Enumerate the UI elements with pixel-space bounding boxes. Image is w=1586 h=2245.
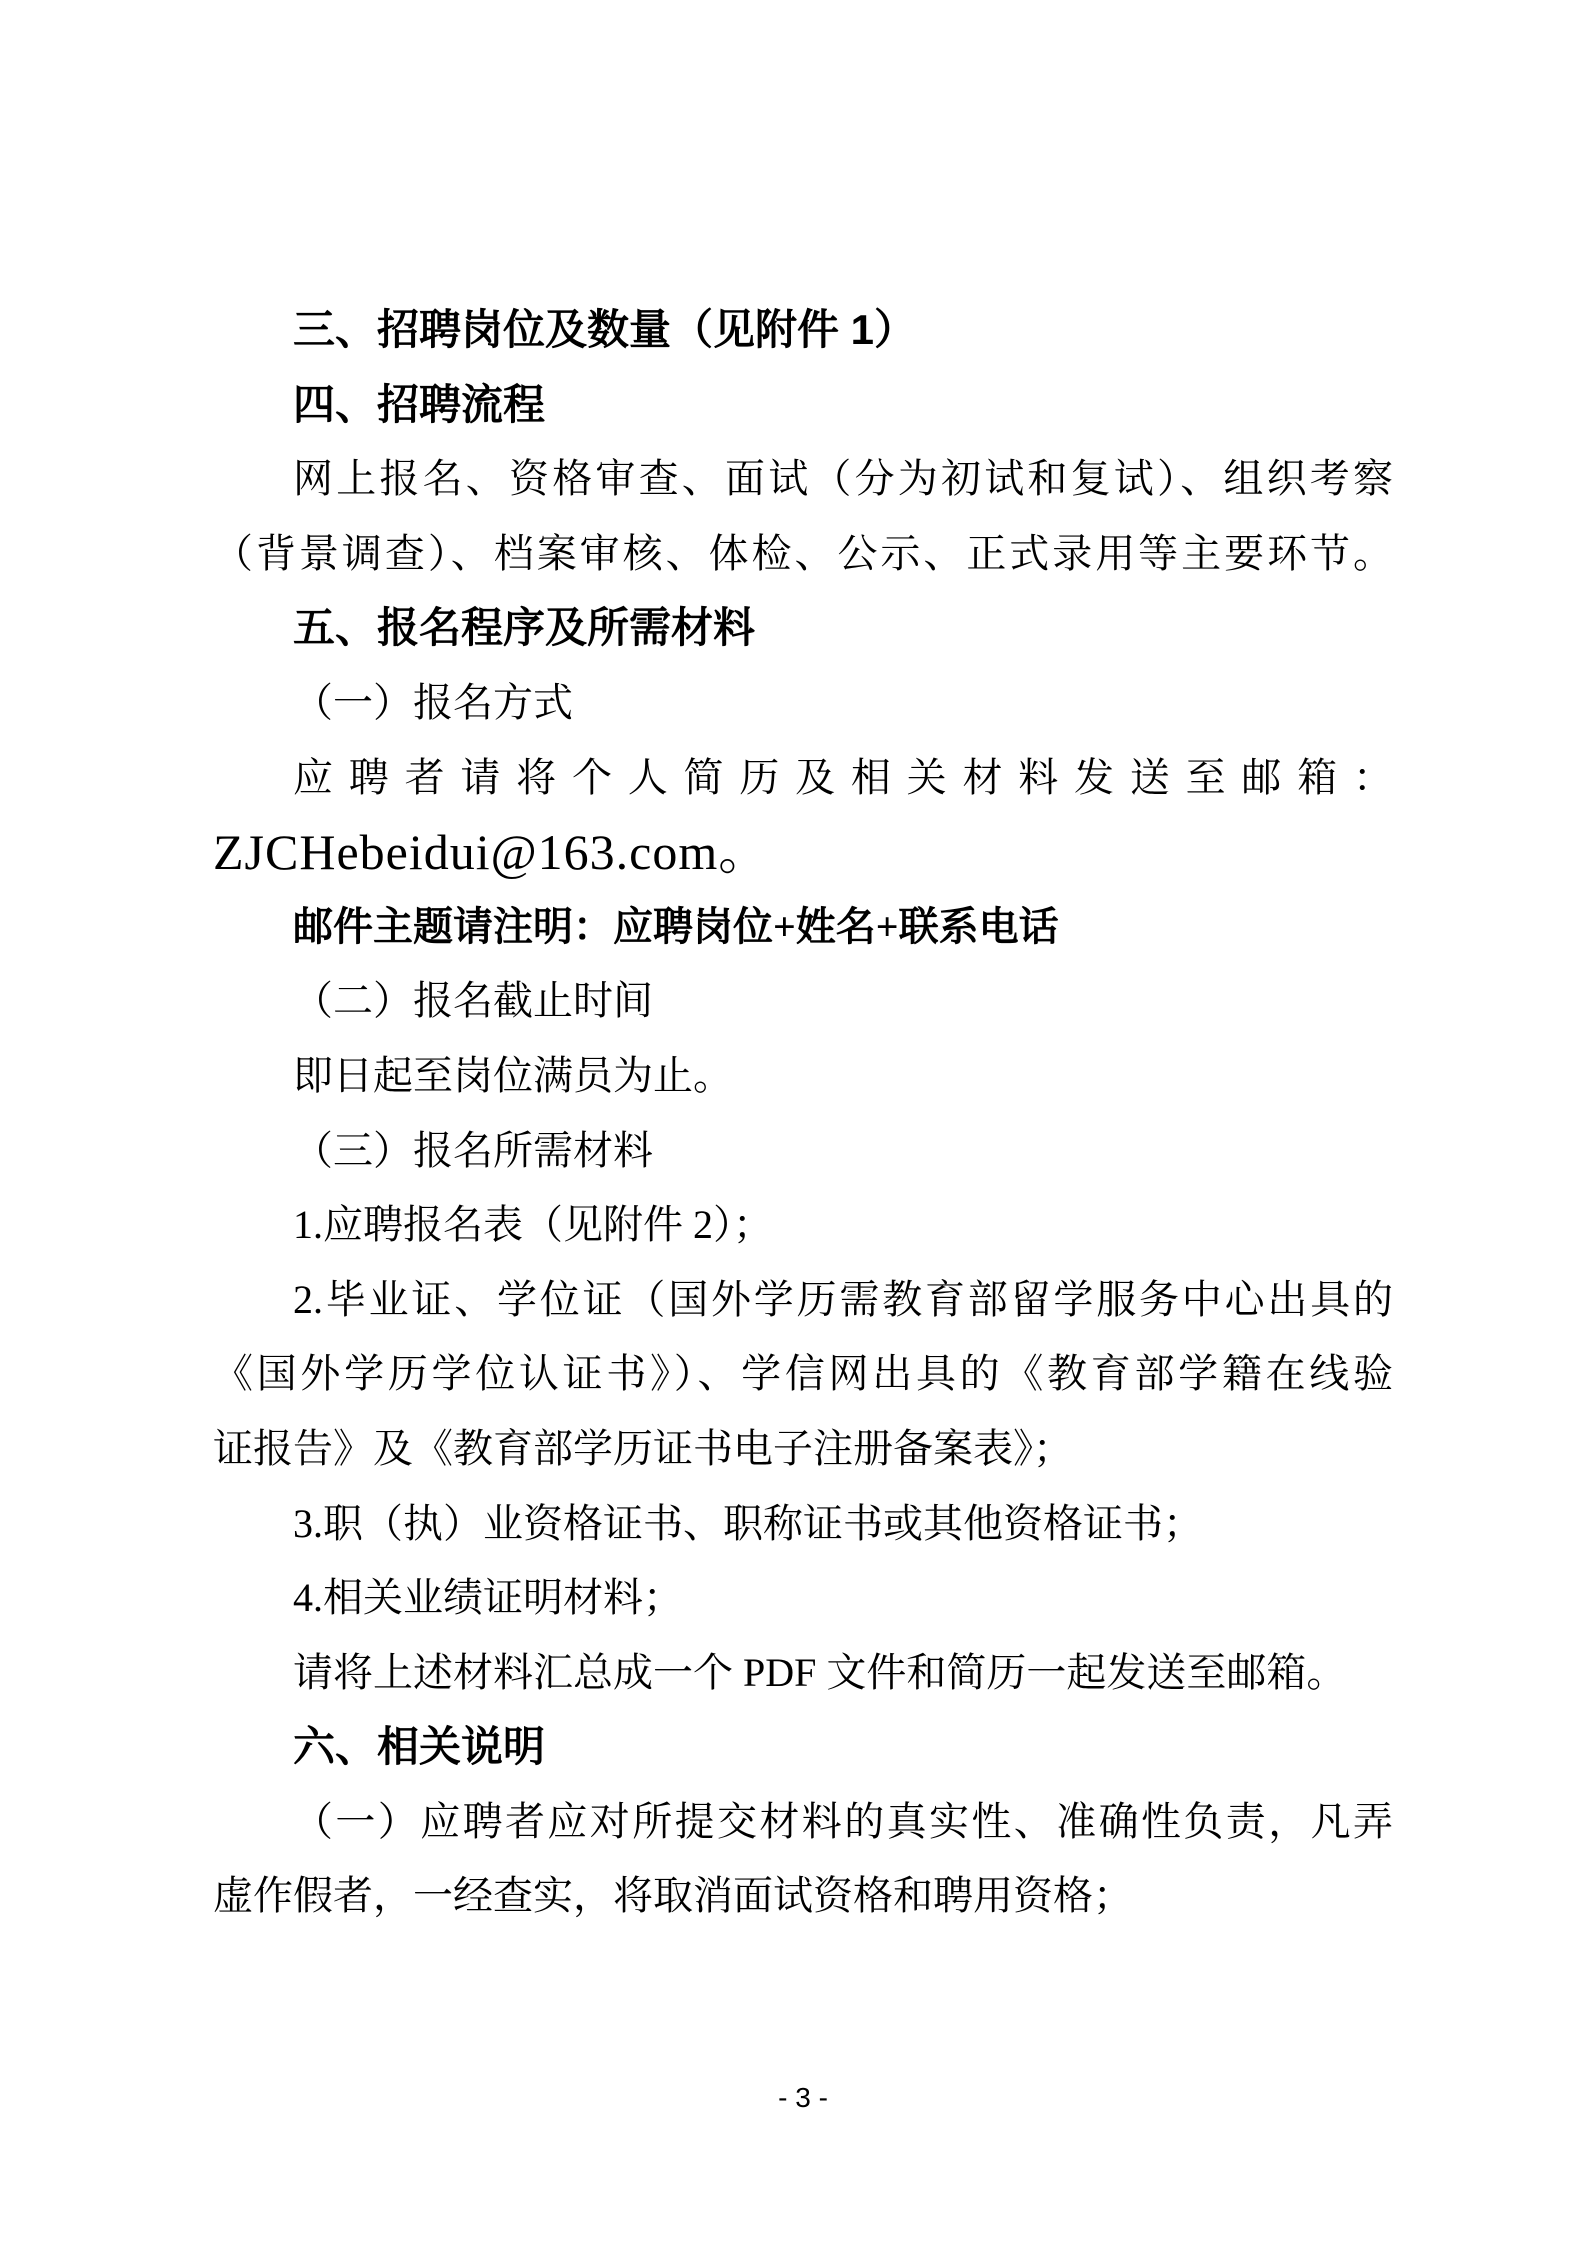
heading-section-6: 六、相关说明: [293, 1723, 546, 1771]
para-process-line-1: 网上报名、资格审查、面试（分为初试和复试）、组织考察: [293, 456, 1393, 502]
document-body: [213, 293, 1393, 1934]
para-note-1-line-1: （一）应聘者应对所提交材料的真实性、准确性负责，凡弄: [293, 1798, 1393, 1844]
heading-section-3: 三、招聘岗位及数量（见附件 1）: [293, 306, 917, 353]
page-number: - 3 -: [778, 2082, 828, 2113]
heading-section-5: 五、报名程序及所需材料: [293, 604, 756, 652]
subheading-deadline: （二）报名截止时间: [293, 978, 653, 1024]
subheading-materials: （三）报名所需材料: [293, 1127, 653, 1173]
email-line: ZJCHebeidui@163.com。: [213, 824, 770, 881]
para-pdf-note: 请将上述材料汇总成一个 PDF 文件和简历一起发送至邮箱。: [293, 1649, 1347, 1695]
item-2-diploma-line-2: 《国外学历学位认证书》）、学信网出具的《教育部学籍在线验: [213, 1351, 1393, 1397]
item-2-diploma-line-3: 证报告》及《教育部学历证书电子注册备案表》；: [213, 1425, 1073, 1471]
para-process-line-2: （背景调查）、档案审核、体检、公示、正式录用等主要环节。: [213, 530, 1393, 576]
para-apply-line-1: 应聘者请将个人简历及相关材料发送至邮箱：: [293, 754, 1393, 800]
heading-section-4: 四、招聘流程: [293, 380, 546, 428]
email-subject-note: 邮件主题请注明：应聘岗位+姓名+联系电话: [293, 903, 1059, 949]
subheading-apply-method: （一）报名方式: [293, 679, 573, 725]
item-3-certificates: 3.职（执）业资格证书、职称证书或其他资格证书；: [293, 1500, 1203, 1546]
item-4-achievements: 4.相关业绩证明材料；: [293, 1575, 683, 1621]
item-2-diploma-line-1: 2.毕业证、学位证（国外学历需教育部留学服务中心出具的: [293, 1276, 1393, 1322]
para-note-1-line-2: 虚作假者，一经查实，将取消面试资格和聘用资格；: [213, 1873, 1133, 1919]
para-deadline: 即日起至岗位满员为止。: [293, 1052, 733, 1098]
item-1-application-form: 1.应聘报名表（见附件 2）；: [293, 1202, 773, 1248]
